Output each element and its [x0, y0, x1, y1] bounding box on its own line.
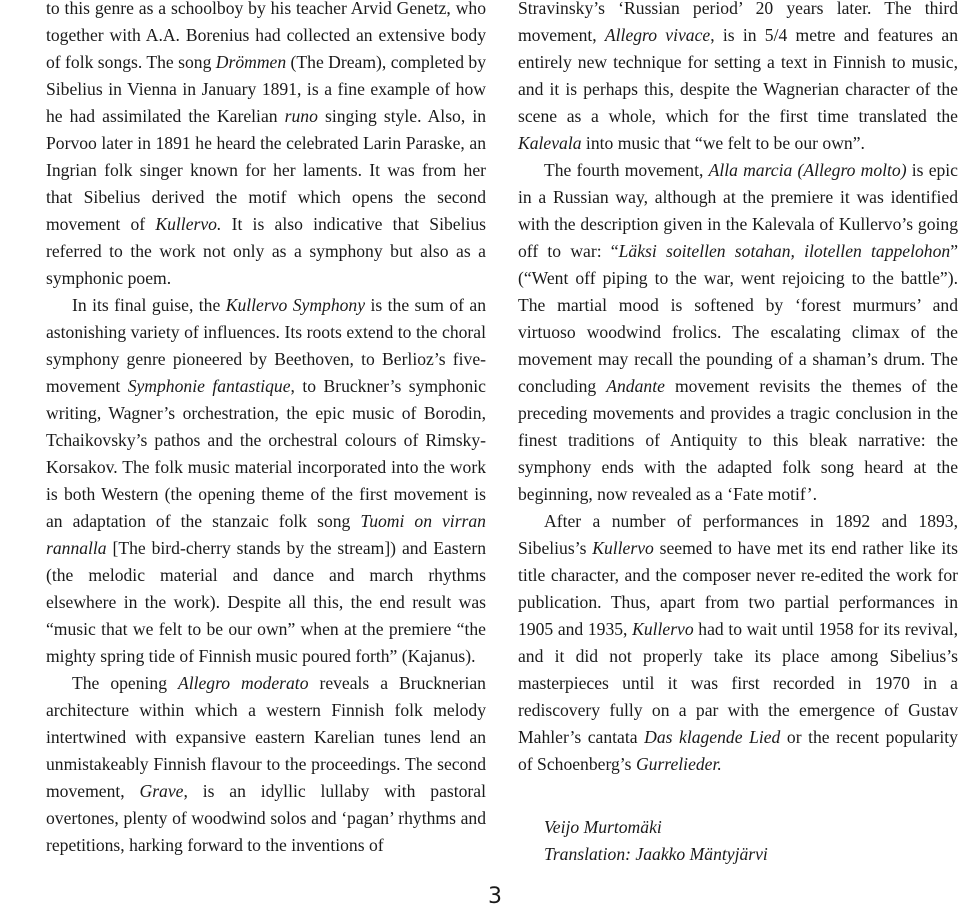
- paragraph-reception-history: After a number of performances in 1892 and 1893, Sibelius’s Kullervo seemed to have met its end rather like its title character, and the composer never re-edited the work for publication. Thus, apart from two partial performances in 1905 and 1935, Kullervo had to wait until 1958 for its revival, and it did not properly take its place among Sibelius’s masterpieces until it was first recorded in 1970 in a rediscovery fully on a par with the emergence of Gustav Mahler’s cantata Das klagende Lied or the recent popularity of Schoenberg’s Gurrelieder.: [518, 511, 958, 774]
- right-column: [518, 0, 958, 868]
- paragraph-fourth-movement: The fourth movement, Alla marcia (Allegro molto) is epic in a Russian way, although at the premiere it was identified with the description given in the Kalevala of Kullervo’s going off to war: “Läksi soitellen sotahan, ilotellen tappelohon” (“Went off piping to the war, went rejoicing to the battle”). The martial mood is softened by ‘forest murmurs’ and virtuoso woodwind frolics. The escalating climax of the movement may recall the pounding of a shaman’s drum. The concluding Andante movement revisits the themes of the preceding movements and provides a tragic conclusion in the finest traditions of Antiquity to this bleak narrative: the symphony ends with the adapted folk song heard at the beginning, now revealed as a ‘Fate motif’.: [518, 160, 958, 504]
- paragraph-genre-background: to this genre as a schoolboy by his teacher Arvid Genetz, who together with A.A. Borenius had collected an extensive body of folk songs. The song Drömmen (The Dream), completed by Sibelius in Vienna in January 1891, is a fine example of how he had assimilated the Karelian runo singing style. Also, in Porvoo later in 1891 he heard the celebrated Larin Paraske, an Ingrian folk singer known for her laments. It was from her that Sibelius derived the motif which opens the second movement of Kullervo. It is also indicative that Sibelius referred to the work not only as a symphony but also as a symphonic poem.: [46, 0, 487, 288]
- author-name: Veijo Murtomäki: [544, 817, 662, 837]
- translator-credit: Translation: Jaakko Mäntyjärvi: [544, 844, 768, 864]
- page-number: 3: [488, 884, 502, 909]
- left-column: [46, 0, 486, 859]
- paragraph-first-movements: The opening Allegro moderato reveals a Brucknerian architecture within which a western Finnish folk melody intertwined with expansive eastern Karelian tunes lend an unmistakeably Finnish flavour to the proceedings. The second movement, Grave, is an idyllic lullaby with pastoral overtones, plenty of woodwind solos and ‘pagan’ rhythms and repetitions, harking forward to the inventions of: [46, 673, 486, 855]
- paragraph-influences: In its final guise, the Kullervo Symphony is the sum of an astonishing variety of influences. Its roots extend to the choral symphony genre pioneered by Beethoven, to Berlioz’s five-movement Symphonie fantastique, to Bruckner’s symphonic writing, Wagner’s orchestration, the epic music of Borodin, Tchaikovsky’s pathos and the orchestral colours of Rimsky-Korsakov. The folk music material incorporated into the work is both Western (the opening theme of the first movement is an adaptation of the stanzaic folk song Tuomi on virran rannalla [The bird-cherry stands by the stream]) and Eastern (the melodic material and dance and march rhythms elsewhere in the work). Despite all this, the end result was “music that we felt to be our own” when at the premiere “the mighty spring tide of Finnish music poured forth” (Kajanus).: [46, 295, 487, 666]
- signature-block: [518, 814, 958, 868]
- paragraph-third-movement: Stravinsky’s ‘Russian period’ 20 years later. The third movement, Allegro vivace, is in 5/4 metre and features an entirely new technique for setting a text in Finnish to music, and it is perhaps this, despite the Wagnerian character of the scene as a whole, which for the first time translated the Kalevala into music that “we felt to be our own”.: [518, 0, 958, 153]
